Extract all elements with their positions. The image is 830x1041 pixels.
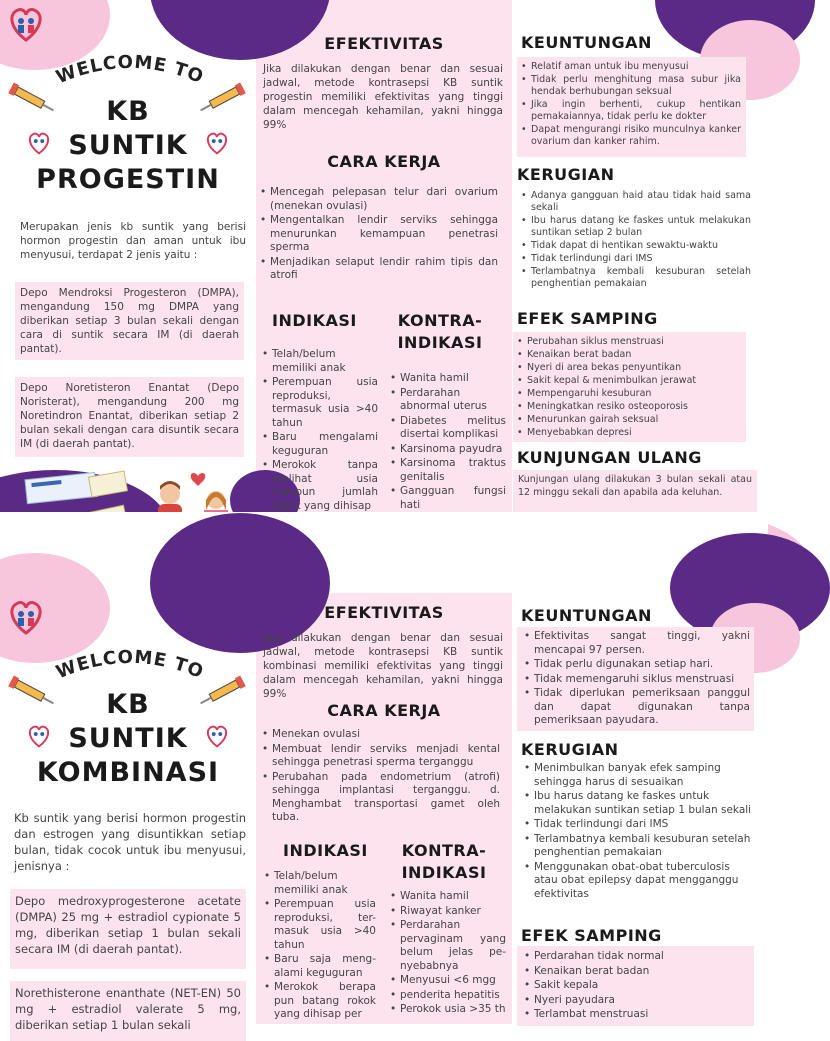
list-item: • Merokok berapa pun batang rokok yang dihisap per <box>264 981 376 1022</box>
list-item: • Tidak perlu menghitung masa subur jika hendak berhubungan seksual <box>521 74 741 98</box>
keuntungan-list <box>521 61 741 149</box>
list-item: • Tidak memengaruhi siklus menstruasi <box>524 673 750 687</box>
list-item: • Wanita hamil <box>390 372 506 386</box>
type-2-box: Depo Noretisteron Enantat (Depo Noristerat), mengandung 200 mg Noretindron Enantat, diberikan setiap 2 bulan sekali dengan cara disuntik secara IM (di daerah pantat). <box>15 377 244 457</box>
list-item: • Kenaikan berat badan <box>524 965 750 979</box>
leaflet-progestin <box>0 0 768 512</box>
family-planning-logo-icon <box>6 597 46 637</box>
title-line-1: KB <box>106 689 150 720</box>
cara-kerja-heading: CARA KERJA <box>327 701 441 720</box>
list-item: • Menimbulkan banyak efek samping sehingga harus di sesuaikan <box>524 762 752 789</box>
efek-samping-heading: EFEK SAMPING <box>517 309 658 328</box>
list-item: • Karsinoma payudra <box>390 443 506 457</box>
intro-text: Merupakan jenis kb suntik yang berisi hormon progestin dan aman untuk ibu menyusui, terdapat 2 jenis yaitu : <box>20 221 246 261</box>
list-item: • Merokok tanpa melihat usia maupun jumlah rokok yang dihisap <box>262 459 378 513</box>
intro-text: Kb suntik yang berisi hormon progestin dan estrogen yang disuntikkan setiap bulan, tidak cocok untuk ibu menyusui, jenisnya : <box>14 811 246 873</box>
list-item: • Jika ingin berhenti, cukup hentikan pemakaiannya, tidak perlu ke dokter <box>521 99 741 123</box>
keuntungan-heading: KEUNTUNGAN <box>521 606 652 625</box>
type-2-box: Norethisterone enanthate (NET-EN) 50 mg + estradiol valerate 5 mg, diberikan setiap 1 bulan sekali <box>10 981 246 1041</box>
list-item: • Sakit kepala <box>524 979 750 993</box>
list-item: • Meningkatkan resiko osteoporosis <box>517 401 742 413</box>
efek-samping-list <box>524 950 750 1023</box>
kunjungan-heading: KUNJUNGAN ULANG <box>517 448 702 467</box>
list-item: • Perubahan pada endometrium (atrofi) sehingga implantasi terganggu. d. Menghambat transportasi gamet oleh tuba. <box>262 771 500 825</box>
indikasi-list <box>264 870 376 1023</box>
list-item: • Membuat lendir serviks menjadi kental sehingga penetrasi sperma terganggu <box>262 743 500 770</box>
list-item: • Perdarahan pervaginam yang belum jelas pe- nyebabnya <box>390 919 506 973</box>
list-item: • Tidak perlu digunakan setiap hari. <box>524 658 750 672</box>
svg-text:WELCOME TO: WELCOME TO <box>53 646 207 684</box>
efektivitas-text: Jika dilakukan dengan benar dan sesuai jadwal, metode kontrasepsi KB suntik progestin memiliki efektivitas yang tinggi dalam mencegah kehamilan, yakni hingga 99% <box>263 63 503 131</box>
kunjungan-text: Kunjungan ulang dilakukan 3 bulan sekali atau 12 minggu sekali dan apabila ada keluhan. <box>513 470 757 518</box>
title-line-1: KB <box>106 96 150 127</box>
list-item: • Mempengaruhi kesuburan <box>517 388 742 400</box>
list-item: • Ibu harus datang ke faskes untuk melakukan suntikan setiap 1 bulan sekali <box>524 790 752 817</box>
list-item: • Perdarahan tidak normal <box>524 950 750 964</box>
title-line-2: SUNTIK <box>68 723 188 754</box>
list-item: • Adanya gangguan haid atau tidak haid sama sekali <box>521 190 751 214</box>
title-line-3: PROGESTIN <box>36 164 220 195</box>
list-item: • Nyeri di area bekas penyuntikan <box>517 362 742 374</box>
kerugian-list <box>524 762 752 902</box>
indikasi-heading: INDIKASI <box>283 841 368 860</box>
list-item: • Terlambatnya kembali kesuburan setelah penghentian pemakaian <box>521 266 751 290</box>
efektivitas-text: Jika dilakukan dengan benar dan sesuai jadwal, metode kontrasepsi KB suntik kombinasi memiliki efektivitas yang tinggi dalam mencegah kehamilan, yakni hingga 99% <box>263 632 503 700</box>
efektivitas-heading: EFEKTIVITAS <box>324 34 444 53</box>
list-item: • Menjadikan selaput lendir rahim tipis dan atrofi <box>260 256 498 283</box>
kerugian-heading: KERUGIAN <box>517 165 615 184</box>
kontra-heading-2: INDIKASI <box>401 863 487 882</box>
kontra-heading-1: KONTRA- <box>397 311 483 330</box>
list-item: • penderita hepatitis <box>390 989 506 1003</box>
list-item: • Menggunakan obat-obat tuberculosis atau obat epilepsy dapat mengganggu efektivitas <box>524 861 752 902</box>
title-line-2: SUNTIK <box>68 130 188 161</box>
list-item: • Terlambatnya kembali kesuburan setelah penghentian pemakaian <box>524 833 752 860</box>
list-item: • Efektivitas sangat tinggi, yakni mencapai 97 persen. <box>524 630 750 657</box>
efektivitas-heading: EFEKTIVITAS <box>324 603 444 622</box>
list-item: • Perokok usia >35 th <box>390 1003 506 1017</box>
list-item: • Tidak terlindungi dari IMS <box>521 253 751 265</box>
list-item: • Menurunkan gairah seksual <box>517 414 742 426</box>
efek-samping-heading: EFEK SAMPING <box>521 926 662 945</box>
list-item: • Baru saja meng- alami keguguran <box>264 953 376 980</box>
list-item: • Tidak terlindungi dari IMS <box>524 818 752 832</box>
type-1-box: Depo medroxyprogesterone acetate (DMPA) 25 mg + estradiol cypionate 5 mg, diberikan setiap 1 bulan sekali secara IM (di daerah pantat). <box>10 889 246 969</box>
list-item: • Relatif aman untuk ibu menyusui <box>521 61 741 73</box>
list-item: • Menekan ovulasi <box>262 728 500 742</box>
list-item: • Karsinoma traktus genitalis <box>390 457 506 484</box>
list-item: • Tidak dapat di hentikan sewaktu-waktu <box>521 240 751 252</box>
list-item: • Perempuan usia reproduksi, ter- masuk usia >40 tahun <box>264 898 376 952</box>
list-item: • Tidak diperlukan pemeriksaan panggul dan dapat digunakan tanpa pemeriksaan payudara. <box>524 687 750 728</box>
kontra-heading-1: KONTRA- <box>401 841 487 860</box>
list-item: • Nyeri payudara <box>524 994 750 1008</box>
efek-samping-list <box>517 336 742 440</box>
list-item: • Telah/belum memiliki anak <box>262 348 378 375</box>
type-1-box: Depo Mendroksi Progesteron (DMPA), mengandung 150 mg DMPA yang diberikan setiap 3 bulan sekali dengan cara di suntik secara IM (di daerah pantat). <box>15 282 244 360</box>
list-item: • Diabetes melitus disertai komplikasi <box>390 415 506 442</box>
cara-kerja-list <box>260 186 498 284</box>
kontra-list <box>390 372 506 513</box>
cara-kerja-heading: CARA KERJA <box>327 152 441 171</box>
list-item: • Menyusui <6 mgg <box>390 974 506 988</box>
list-item: • Menyebabkan depresi <box>517 427 742 439</box>
list-item: • Gangguan fungsi hati <box>390 485 506 512</box>
list-item: • Telah/belum memiliki anak <box>264 870 376 897</box>
list-item: • Mengentalkan lendir serviks sehingga menurunkan kemampuan penetrasi sperma <box>260 214 498 255</box>
kontra-list <box>390 890 506 1018</box>
keuntungan-list <box>524 630 750 729</box>
leaflet-kombinasi <box>0 593 768 1032</box>
list-item: • Sakit kepal & menimbulkan jerawat <box>517 375 742 387</box>
list-item: • Baru mengalami keguguran <box>262 431 378 458</box>
list-item: • Perempuan usia reproduksi, termasuk usia >40 tahun <box>262 376 378 430</box>
list-item: • Terlambat menstruasi <box>524 1008 750 1022</box>
family-planning-logo-icon <box>6 4 46 44</box>
list-item: • Mencegah pelepasan telur dari ovarium (menekan ovulasi) <box>260 186 498 213</box>
cara-kerja-list <box>262 728 500 826</box>
kerugian-list <box>521 190 751 291</box>
list-item: • Riwayat kanker <box>390 905 506 919</box>
list-item: • Perubahan siklus menstruasi <box>517 336 742 348</box>
indikasi-heading: INDIKASI <box>272 311 357 330</box>
list-item: • Wanita hamil <box>390 890 506 904</box>
title-line-3: KOMBINASI <box>36 757 220 788</box>
list-item: • Dapat mengurangi risiko munculnya kanker ovarium dan kanker rahim. <box>521 124 741 148</box>
list-item: • Perdarahan abnormal uterus <box>390 387 506 414</box>
keuntungan-heading: KEUNTUNGAN <box>521 33 652 52</box>
list-item: • Kenaikan berat badan <box>517 349 742 361</box>
kontra-heading-2: INDIKASI <box>397 333 483 352</box>
svg-text:WELCOME TO: WELCOME TO <box>53 51 207 89</box>
page-gap <box>0 512 768 593</box>
list-item: • Ibu harus datang ke faskes untuk melakukan suntikan setiap 2 bulan <box>521 215 751 239</box>
kerugian-heading: KERUGIAN <box>521 740 619 759</box>
